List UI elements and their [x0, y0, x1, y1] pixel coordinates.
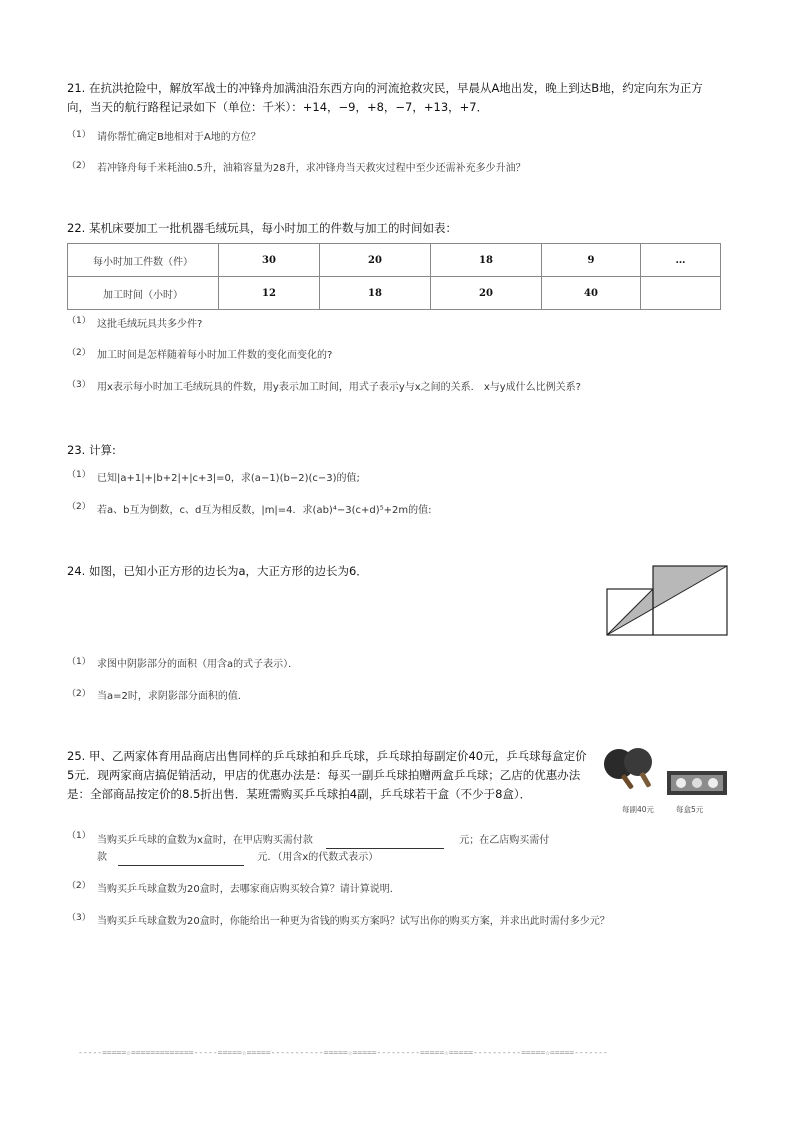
q25-sub1-number: （1） [67, 831, 91, 841]
q24-squares-figure [606, 563, 729, 637]
q22-cell [641, 277, 721, 310]
q25-sub1-text-c: 款 [97, 852, 107, 863]
q25-head-line1: 25. 甲、乙两家体育用品商店出售同样的乒乓球拍和乒乓球，乒乓球拍每副定价40元，乒乓球每盒定价 [67, 749, 587, 763]
q22-row1-label: 每小时加工件数（件） [68, 244, 219, 277]
q24-sub2: 当a=2时，求阴影部分面积的值． [97, 691, 248, 702]
q21-text [67, 79, 727, 117]
paddles-icon [602, 746, 660, 794]
q21-sub1-number: （1） [67, 130, 91, 140]
q24-head: 24. 如图，已知小正方形的边长为a，大正方形的边长为6． [67, 564, 368, 578]
q25-sub1-text-d: 元．（用含x的代数式表示） [257, 852, 379, 863]
q25-sub2: 当购买乒乓球盒数为20盒时，去哪家商店购买较合算？请计算说明． [97, 884, 400, 895]
q22-sub1: 这批毛绒玩具共多少件? [97, 319, 203, 330]
q22-sub3-number: （3） [67, 380, 91, 390]
q21-sub2-number: （2） [67, 161, 91, 171]
q22-cell: 20 [320, 244, 431, 277]
q22-table [67, 243, 721, 310]
q25-sub3: 当购买乒乓球盒数为20盒时，你能给出一种更为省钱的购买方案吗？试写出你的购买方案，并求出此时需付多少元？ [97, 916, 610, 927]
q22-table-row [68, 244, 721, 277]
q21-head-line1: 21. 在抗洪抢险中，解放军战士的冲锋舟加满油沿东西方向的河流抢救灾民，早晨从A地出发，晚上到达B地，约定向东为正方 [67, 81, 703, 95]
q23-sub2-number: （2） [67, 502, 91, 512]
q25-sub1-line2 [97, 850, 378, 866]
q22-head: 22. 某机床要加工一批机器毛绒玩具，每小时加工的件数与加工的时间如表： [67, 221, 457, 235]
q23-sub1-number: （1） [67, 470, 91, 480]
q22-row2-label: 加工时间（小时） [68, 277, 219, 310]
ball-box-icon [667, 770, 727, 796]
q22-sub2-number: （2） [67, 348, 91, 358]
q22-cell: … [641, 244, 721, 277]
q25-head-line3: 是：全部商品按定价的8.5折出售．某班需购买乒乓球拍4副，乒乓球若干盒（不少于8盒）． [67, 787, 532, 801]
q23-sub2: 若a、b互为倒数，c、d互为相反数，|m|=4．求(ab)⁴−3(c+d)⁵+2m的值: [97, 505, 432, 516]
ball-price-caption: 每盒5元 [676, 805, 704, 814]
q25-head-line2: 5元．现两家商店搞促销活动，甲店的优惠办法是：每买一副乒乓球拍赠两盒乒乓球；乙店的优惠办法 [67, 768, 581, 782]
page-footer-divider: -----=====☆=============-----=====☆=====-----------=====☆=====---------=====☆=====----------=====☆=====------- [78, 1048, 608, 1057]
q21-head-line2: 向，当天的航行路程记录如下（单位：千米）：+14，−9，+8，−7，+13，+7． [67, 100, 489, 114]
q25-sub2-number: （2） [67, 881, 91, 891]
q22-cell: 9 [542, 244, 641, 277]
q22-cell: 12 [219, 277, 320, 310]
q24-sub1: 求图中阴影部分的面积（用含a的式子表示）． [97, 659, 299, 670]
q25-sub1-text-b: 元；在乙店购买需付 [459, 835, 550, 846]
q21-sub2: 若冲锋舟每千米耗油0.5升，油箱容量为28升，求冲锋舟当天救灾过程中至少还需补充多少升油？ [97, 163, 526, 174]
q22-cell: 20 [431, 277, 542, 310]
q22-sub1-number: （1） [67, 316, 91, 326]
q22-cell: 18 [431, 244, 542, 277]
paddle-price-caption: 每副40元 [622, 805, 655, 814]
q22-cell: 40 [542, 277, 641, 310]
q25-answer-blank-2[interactable] [118, 853, 244, 866]
q24-sub2-number: （2） [67, 689, 91, 699]
q25-sub1-line1 [97, 833, 549, 849]
q23-head: 23. 计算: [67, 443, 116, 457]
q22-sub3: 用x表示每小时加工毛绒玩具的件数，用y表示加工时间，用式子表示y与x之间的关系． x与y成什么比例关系? [97, 382, 581, 393]
q25-sub3-number: （3） [67, 913, 91, 923]
q22-cell: 18 [320, 277, 431, 310]
q25-sub1-text-a: 当购买乒乓球的盒数为x盒时，在甲店购买需付款 [97, 835, 313, 846]
q22-table-row [68, 277, 721, 310]
q21-sub1: 请你帮忙确定B地相对于A地的方位？ [97, 132, 261, 143]
q24-sub1-number: （1） [67, 657, 91, 667]
q25-text [67, 747, 597, 804]
q25-answer-blank-1[interactable] [326, 836, 444, 849]
q22-sub2: 加工时间是怎样随着每小时加工件数的变化而变化的? [97, 350, 333, 361]
q22-cell: 30 [219, 244, 320, 277]
q23-sub1: 已知|a+1|+|b+2|+|c+3|=0，求(a−1)(b−2)(c−3)的值; [97, 473, 360, 484]
